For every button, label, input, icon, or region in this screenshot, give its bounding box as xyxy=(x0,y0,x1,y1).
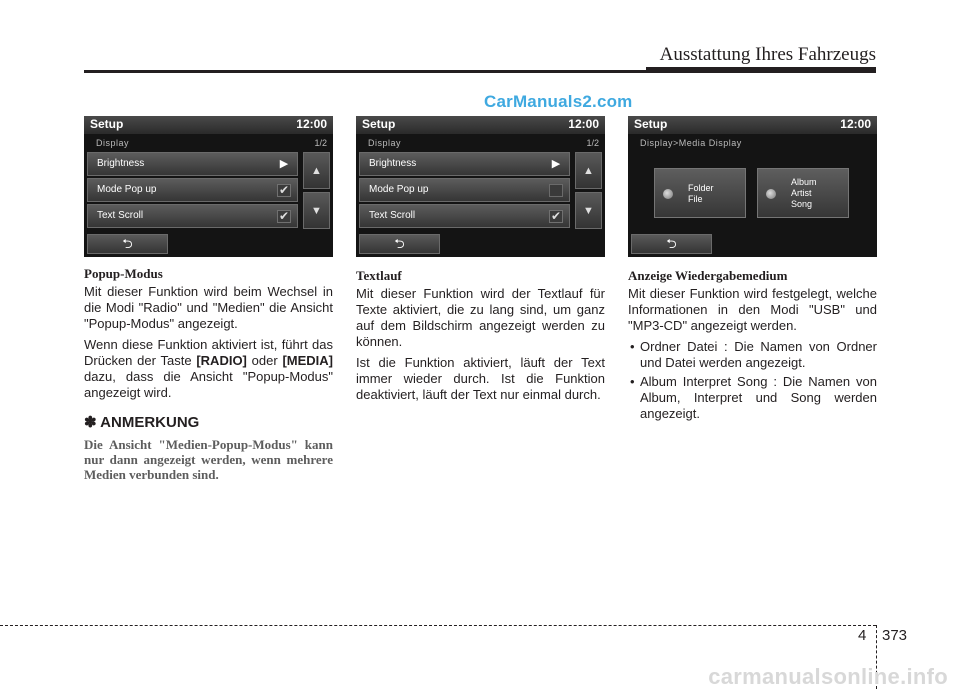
menu-item-label: Mode Pop up xyxy=(97,184,157,195)
key-media: [MEDIA] xyxy=(282,353,333,368)
column-text-scroll xyxy=(356,268,605,408)
menu-item-label: Brightness xyxy=(369,158,417,169)
heading-media-display: Anzeige Wiedergabemedium xyxy=(628,268,788,283)
screen-title: Setup xyxy=(634,117,668,131)
screen-subtitle: Display>Media Display xyxy=(640,138,742,148)
scroll-down-button[interactable]: ▼ xyxy=(303,192,330,229)
footer-rule xyxy=(0,625,876,626)
back-button[interactable]: ⮌ xyxy=(87,234,168,254)
scroll-down-button[interactable]: ▼ xyxy=(575,192,602,229)
back-button[interactable]: ⮌ xyxy=(631,234,712,254)
paragraph xyxy=(84,337,333,401)
arrow-right-icon: ▶ xyxy=(551,158,561,170)
watermark-top: CarManuals2.com xyxy=(484,92,633,111)
screen-clock: 12:00 xyxy=(568,117,599,131)
paragraph: Mit dieser Funktion wird beim Wechsel in die Modi "Radio" und "Medien" die Ansicht "Popup-Modus" angezeigt. xyxy=(84,284,333,331)
screen-clock: 12:00 xyxy=(296,117,327,131)
text: dazu, dass die Ansicht "Popup-Modus" angezeigt wird. xyxy=(84,369,333,400)
section-title: Ausstattung Ihres Fahrzeugs xyxy=(659,44,876,65)
screen-clock: 12:00 xyxy=(840,117,871,131)
menu-item-text-scroll[interactable] xyxy=(87,204,298,228)
list-item: • Ordner Datei : Die Namen von Ordner und Datei werden angezeigt. xyxy=(628,339,877,371)
screen-title: Setup xyxy=(362,117,396,131)
option-album-artist-song-button[interactable] xyxy=(757,168,849,218)
paragraph: Mit dieser Funktion wird festgelegt, welche Informationen in den Modi "USB" und "MP3-CD" angezeigt werden. xyxy=(628,286,877,333)
menu-item-label: Mode Pop up xyxy=(369,184,429,195)
checkbox-checked-icon[interactable]: ✔ xyxy=(278,209,290,223)
screen-media-display xyxy=(628,116,877,257)
paragraph: Ist die Funktion aktiviert, läuft der Text immer wieder durch. Ist die Funktion deaktiviert, läuft der Text nur einmal durch. xyxy=(356,355,605,402)
menu-item-label: Brightness xyxy=(97,158,145,169)
header-rule-accent xyxy=(646,67,876,70)
screen-subtitle: Display xyxy=(368,138,402,148)
menu-item-mode-pop-up[interactable] xyxy=(359,178,570,202)
menu-item-text-scroll[interactable] xyxy=(359,204,570,228)
key-radio: [RADIO] xyxy=(196,353,247,368)
scroll-up-button[interactable]: ▲ xyxy=(303,152,330,189)
chapter-number: 4 xyxy=(858,627,867,644)
scroll-up-button[interactable]: ▲ xyxy=(575,152,602,189)
checkbox-checked-icon[interactable]: ✔ xyxy=(550,209,562,223)
bullet-list xyxy=(628,339,877,422)
screen-subtitle: Display xyxy=(96,138,130,148)
menu-item-mode-pop-up[interactable] xyxy=(87,178,298,202)
menu-item-brightness[interactable] xyxy=(359,152,570,176)
column-popup-mode xyxy=(84,266,333,482)
text: oder xyxy=(246,353,283,368)
text: Wenn diese Funktion aktiviert ist, führt das Drücken der Taste xyxy=(84,337,333,368)
note-body: Die Ansicht "Medien-Popup-Modus" kann nur dann angezeigt werden, wenn mehrere Medien verbunden sind. xyxy=(84,437,333,482)
screen-page-indicator: 1/2 xyxy=(586,138,599,148)
watermark-bottom: carmanualsonline.info xyxy=(708,664,948,689)
back-button[interactable]: ⮌ xyxy=(359,234,440,254)
heading-popup-mode: Popup-Modus xyxy=(84,266,163,281)
column-media-display xyxy=(628,268,877,425)
screen-page-indicator: 1/2 xyxy=(314,138,327,148)
heading-text-scroll: Textlauf xyxy=(356,268,402,283)
radio-icon xyxy=(766,189,776,199)
menu-item-label: Text Scroll xyxy=(97,210,144,221)
menu-item-brightness[interactable] xyxy=(87,152,298,176)
screen-title: Setup xyxy=(90,117,124,131)
header-rule xyxy=(84,70,876,73)
option-folder-file-button[interactable] xyxy=(654,168,746,218)
arrow-right-icon: ▶ xyxy=(279,158,289,170)
radio-selected-icon xyxy=(663,189,673,199)
paragraph: Mit dieser Funktion wird der Textlauf für Texte aktiviert, die zu lang sind, um ganz auf dem Bildschirm angezeigt werden zu können. xyxy=(356,286,605,349)
checkbox-unchecked-icon[interactable] xyxy=(549,184,563,197)
screen-popup-mode xyxy=(84,116,333,257)
page-number: 373 xyxy=(882,627,908,644)
note-title: ✽ ANMERKUNG xyxy=(84,414,200,431)
menu-item-label: Text Scroll xyxy=(369,210,416,221)
option-label: Album Artist Song xyxy=(791,177,817,209)
checkbox-checked-icon[interactable]: ✔ xyxy=(278,183,290,197)
list-item: • Album Interpret Song : Die Namen von Album, Interpret und Song werden angezeigt. xyxy=(628,374,877,422)
screen-text-scroll xyxy=(356,116,605,257)
option-label: Folder File xyxy=(688,183,714,204)
